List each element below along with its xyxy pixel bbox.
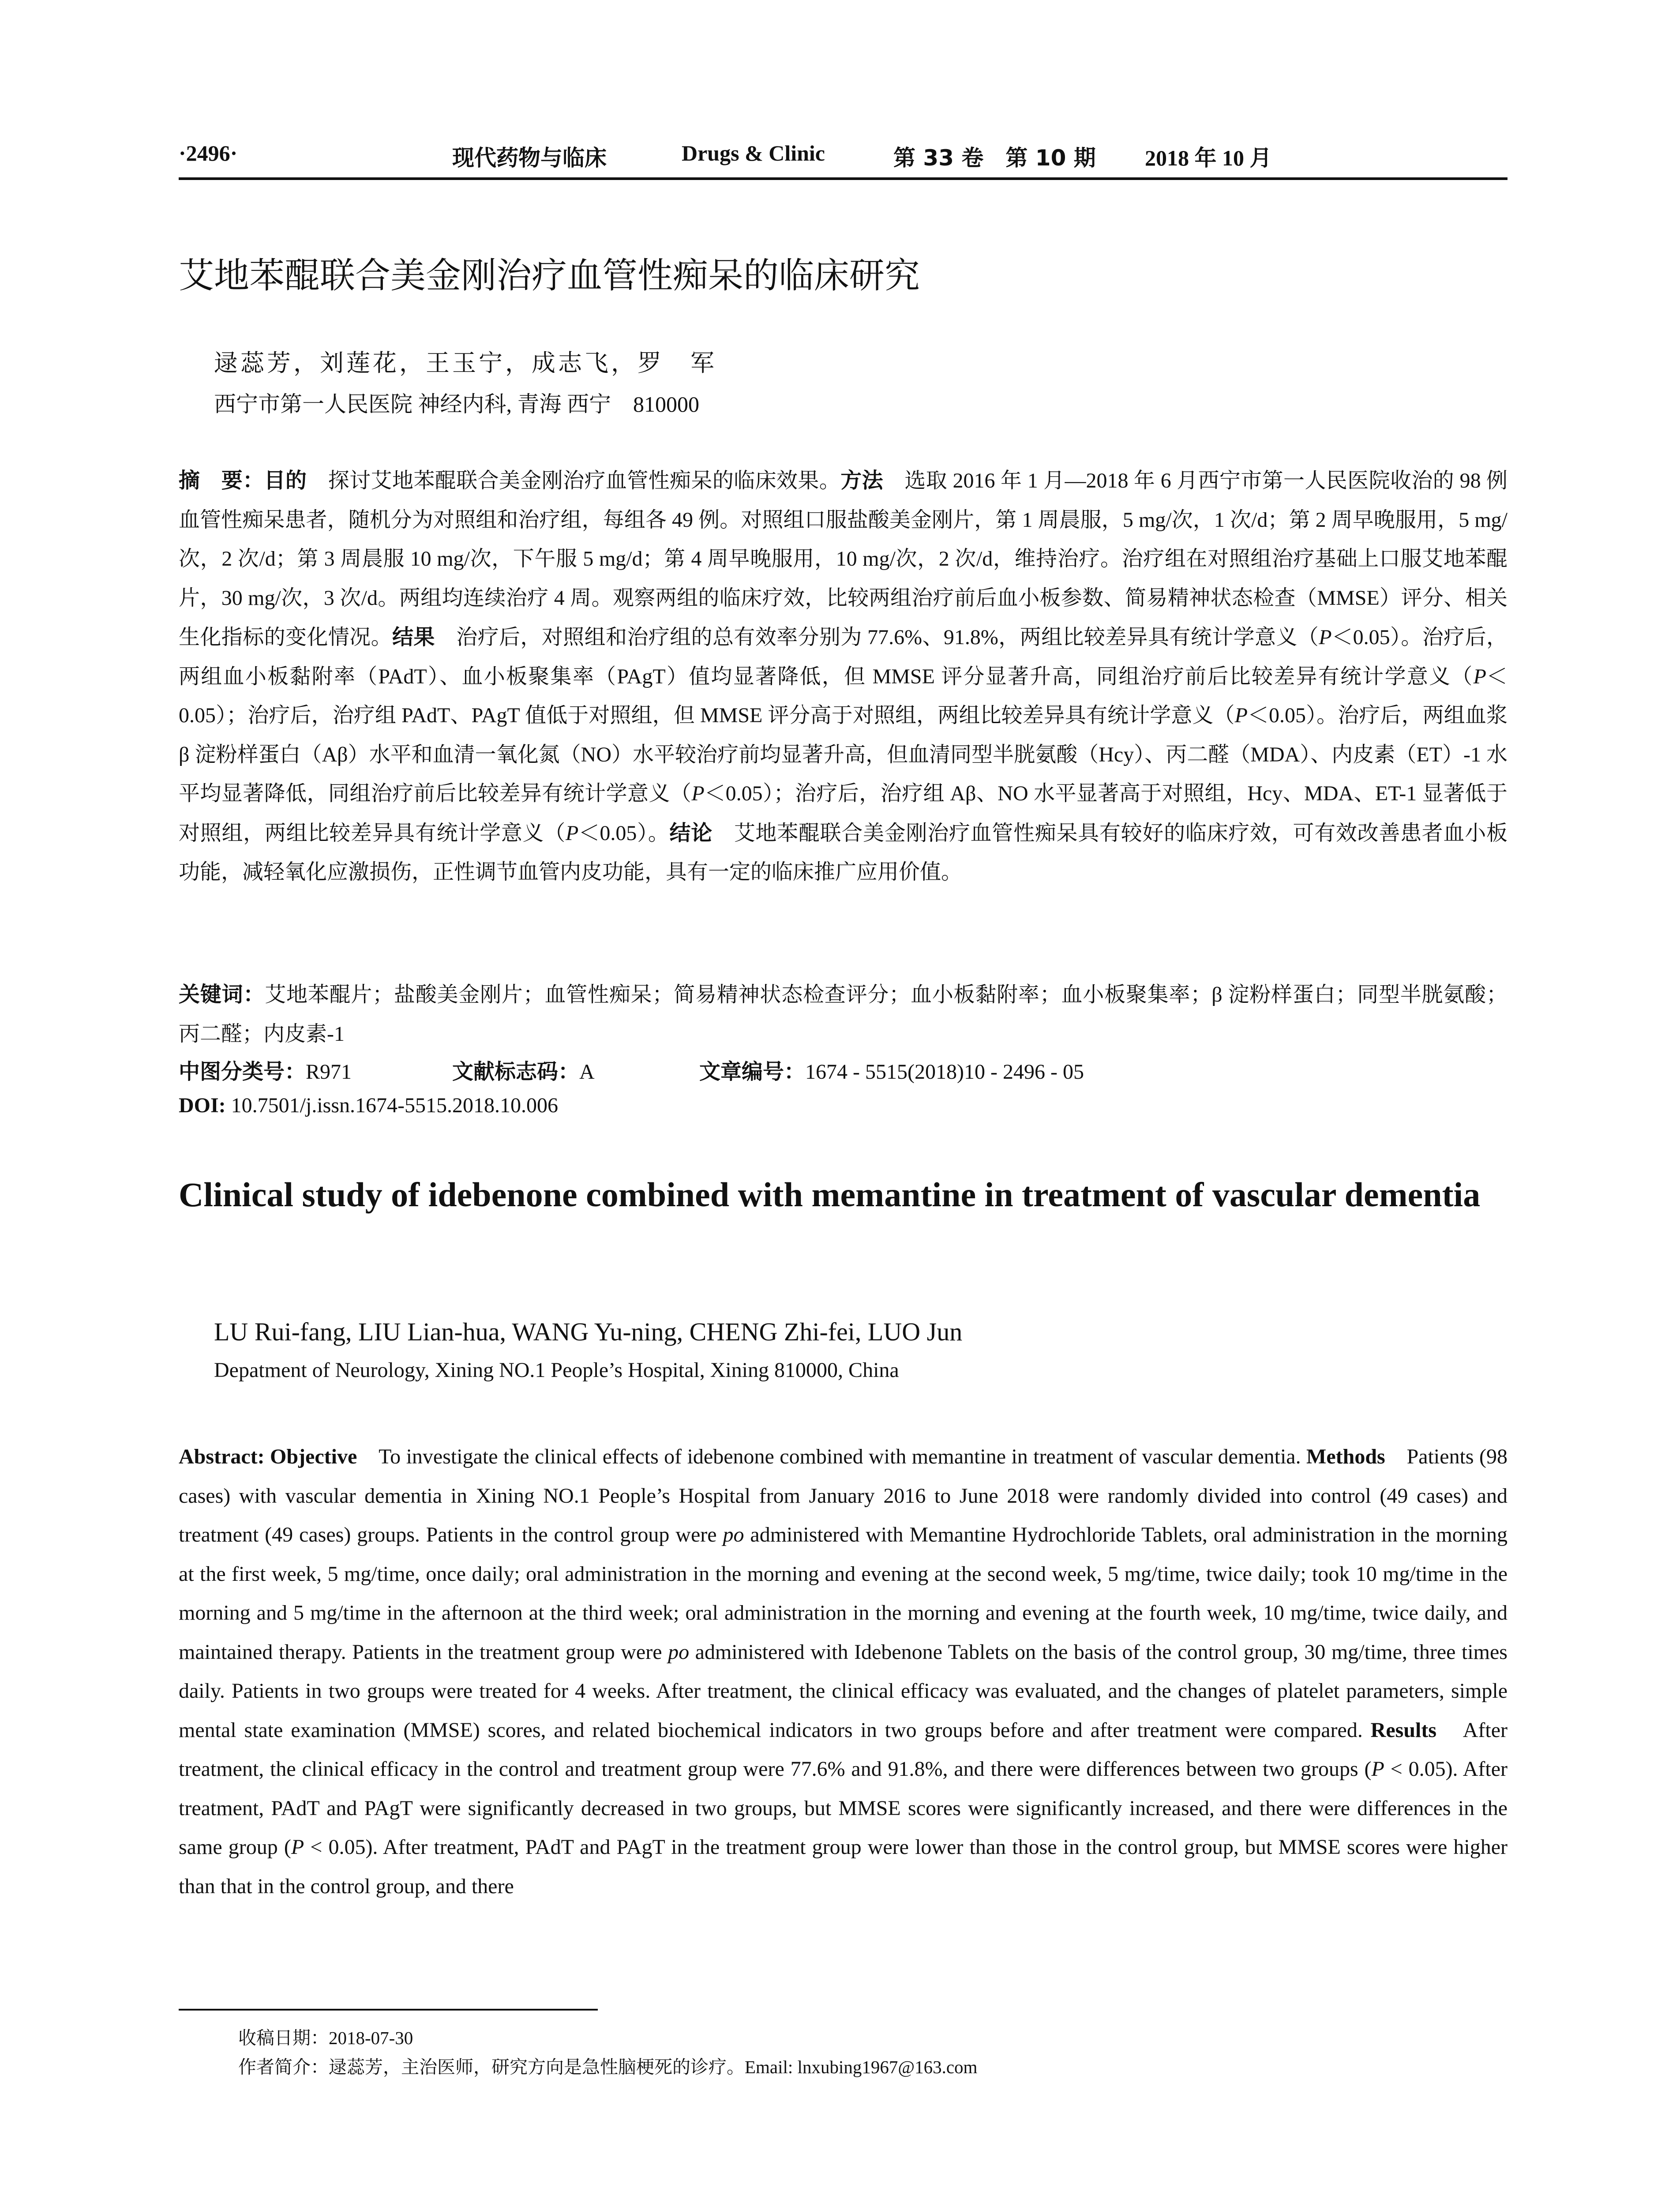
en-abstract [179, 1437, 1508, 1906]
cn-results-text: ＜0.05）；治疗后，治疗组 Aβ、NO 水平显著高于对照组，Hcy、MDA、ET-1 显著低于对照组，两组比较差异具有统计学意义（ [179, 782, 1508, 845]
volume-issue: 第 33 卷 第 10 期 [893, 145, 1096, 171]
en-methods-label: Methods [1306, 1445, 1385, 1468]
doc-code-label: 文献标志码： [452, 1059, 580, 1084]
cn-authors: 逯蕊芳，刘莲花，王玉宁，成志飞，罗 军 [214, 349, 717, 377]
cn-results-text: ＜0.05）；治疗后，治疗组 PAdT、PAgT 值低于对照组，但 MMSE 评分高于对照组，两组比较差异具有统计学意义（ [179, 664, 1508, 727]
journal-name-en: Drugs & Clinic [682, 141, 825, 165]
cn-results-text: ＜0.05）。 [578, 821, 670, 845]
en-authors: LU Rui-fang, LIU Lian-hua, WANG Yu-ning, CHENG Zhi-fei, LUO Jun [214, 1317, 963, 1346]
p-value-symbol: P [1371, 1757, 1384, 1781]
p-value-symbol: P [1234, 704, 1248, 727]
cn-classification [179, 1054, 1508, 1093]
cn-methods-text: 选取 2016 年 1 月—2018 年 6 月西宁市第一人民医院收治的 98 例血管性痴呆患者，随机分为对照组和治疗组，每组各 49 例。对照组口服盐酸美金刚片，第 1 周晨服，5 mg/次，1 次/d；第 2 周早晚服用，5 mg/次，2 次/d；第 3 周晨服 10 mg/次，下午服 5 mg/d；第 4 周早晚服用，10 mg/次，2 次/d，维持治疗。治疗组在对照组治疗基础上口服艾地苯醌片，30 mg/次，3 次/d。两组均连续治疗 4 周。观察两组的临床疗效，比较两组治疗前后血小板参数、简易精神状态检查（MMSE）评分、相关生化指标的变化情况。 [179, 469, 1508, 649]
cn-results-text: ＜0.05）。治疗后，两组血小板黏附率（PAdT）、血小板聚集率（PAgT）值均显著降低，但 MMSE 评分显著升高，同组治疗前后比较差异有统计学意义（ [179, 626, 1508, 688]
en-results-text: < 0.05). After treatment, PAdT and PAgT in the treatment group were lower than those in the control group, but MMSE scores were higher than that in the control group, and there [179, 1835, 1508, 1898]
article-no-value: 1674 - 5515(2018)10 - 2496 - 05 [805, 1060, 1084, 1084]
cn-results-label: 结果 [392, 625, 435, 649]
po-term: po [723, 1523, 744, 1546]
p-value-symbol: P [1319, 626, 1332, 649]
p-value-symbol: P [691, 782, 705, 805]
cn-conclusion-text: 艾地苯醌联合美金刚治疗血管性痴呆具有较好的临床疗效，可有效改善患者血小板功能，减轻氧化应激损伤，正性调节血管内皮功能，具有一定的临床推广应用价值。 [179, 821, 1508, 884]
en-abstract-label: Abstract: Objective [179, 1445, 357, 1468]
doi-value: 10.7501/j.issn.1674-5515.2018.10.006 [225, 1094, 559, 1117]
cn-keywords-text: 艾地苯醌片；盐酸美金刚片；血管性痴呆；简易精神状态检查评分；血小板黏附率；血小板聚集率；β 淀粉样蛋白；同型半胱氨酸；丙二醛；内皮素-1 [179, 983, 1508, 1046]
received-date: 收稿日期：2018-07-30 [238, 2028, 413, 2048]
en-title: Clinical study of idebenone combined with memantine in treatment of vascular dementia [179, 1175, 1481, 1214]
journal-name-cn: 现代药物与临床 [452, 145, 607, 171]
en-results-label: Results [1370, 1718, 1437, 1742]
cn-results-text: ＜0.05）。治疗后，两组血浆 β 淀粉样蛋白（Aβ）水平和血清一氧化氮（NO）水平较治疗前均显著升高，但血清同型半胱氨酸（Hcy）、丙二醛（MDA）、内皮素（ET）-1 水平均显著降低，同组治疗前后比较差异有统计学意义（ [179, 704, 1508, 805]
clc-label: 中图分类号： [179, 1059, 306, 1084]
doi [179, 1093, 558, 1118]
issue-date: 2018 年 10 月 [1145, 146, 1272, 170]
p-value-symbol: P [291, 1835, 304, 1859]
cn-title: 艾地苯醌联合美金刚治疗血管性痴呆的临床研究 [179, 255, 920, 296]
en-methods-text: Patients (98 cases) with vascular dementia in Xining NO.1 People’s Hospital from January 2016 to June 2018 were randomly divided into control (49 cases) and treatment (49 cases) groups. Patients in the control group were [179, 1445, 1508, 1546]
cn-keywords [179, 975, 1508, 1054]
po-term: po [668, 1640, 690, 1664]
clc-value: R971 [306, 1060, 352, 1084]
en-affiliation: Depatment of Neurology, Xining NO.1 People’s Hospital, Xining 810000, China [214, 1358, 899, 1382]
cn-abstract [179, 461, 1508, 892]
header-rule [179, 177, 1508, 180]
cn-methods-label: 方法 [840, 468, 883, 493]
article-no-label: 文章编号： [699, 1059, 806, 1084]
doi-label: DOI: [179, 1094, 226, 1117]
cn-objective-text: 探讨艾地苯醌联合美金刚治疗血管性痴呆的临床效果。 [307, 469, 841, 492]
en-methods-text: administered with Idebenone Tablets on the basis of the control group, 30 mg/time, three times daily. Patients in two groups were treated for 4 weeks. After treatment, the clinical efficacy was evaluated, and the changes of platelet parameters, simple mental state examination (MMSE) scores, and related biochemical indicators in two groups before and after treatment were compared. [179, 1640, 1508, 1742]
en-results-text: < 0.05). After treatment, PAdT and PAgT were significantly decreased in two groups, but MMSE scores were significantly increased, and there were differences in the same group ( [179, 1757, 1508, 1859]
cn-abstract-label: 摘 要： [179, 468, 264, 493]
en-results-text: After treatment, the clinical efficacy in the control and treatment group were 77.6% and 91.8%, and there were differences between two groups ( [179, 1718, 1508, 1781]
cn-conclusion-label: 结论 [669, 820, 712, 845]
cn-affiliation: 西宁市第一人民医院 神经内科, 青海 西宁 810000 [214, 392, 699, 416]
author-info: 作者简介：逯蕊芳，主治医师，研究方向是急性脑梗死的诊疗。Email: lnxubing1967@163.com [238, 2057, 978, 2077]
en-objective-text: To investigate the clinical effects of idebenone combined with memantine in treatment of vascular dementia. [357, 1445, 1307, 1468]
page-number: ·2496· [179, 141, 238, 165]
cn-keywords-label: 关键词： [179, 982, 265, 1007]
running-header [179, 140, 1508, 171]
footnote-rule [179, 2009, 598, 2011]
cn-results-text: 治疗后，对照组和治疗组的总有效率分别为 77.6%、91.8%，两组比较差异具有统计学意义（ [435, 626, 1319, 649]
en-methods-text: administered with Memantine Hydrochloride Tablets, oral administration in the morning at the first week, 5 mg/time, once daily; oral administration in the morning and evening at the second week, 5 mg/time, twice daily; took 10 mg/time in the morning and 5 mg/time in the afternoon at the third week; oral administration in the morning and evening at the fourth week, 10 mg/time, twice daily, and maintained therapy. Patients in the treatment group were [179, 1523, 1508, 1664]
doc-code-value: A [579, 1060, 595, 1084]
cn-objective-label: 目的 [264, 468, 307, 493]
p-value-symbol: P [1473, 664, 1486, 688]
p-value-symbol: P [566, 821, 579, 845]
